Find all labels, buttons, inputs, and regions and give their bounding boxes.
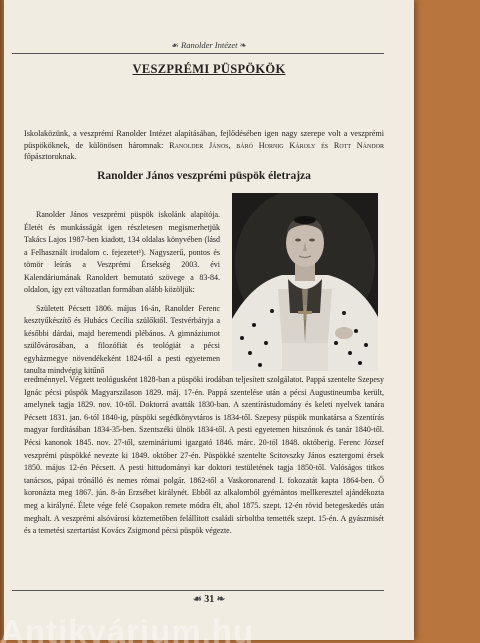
- biography-top: [24, 209, 220, 384]
- page-number-value: 31: [204, 594, 215, 605]
- ornament-left-icon: ☙: [171, 40, 179, 50]
- ornament-left-icon: ☙: [192, 594, 202, 605]
- running-header: [4, 40, 414, 51]
- page-number: [4, 594, 414, 605]
- paragraph: Született Pécsett 1806. május 16-án, Ranolder Ferenc kesztyűkészítő és Hubács Cecília szülőktől. Testvérbátyja a későbbi dárdai, majd beremendi plébános. A gimnáziumot szülővárosában, a filozófiát és teológiát a pécsi egyházmegye növendékeként 1824-től a pesti egyetemen tanulta mindvégig kitűnő: [24, 303, 220, 375]
- biography-continued: [24, 374, 384, 538]
- header-rule: [12, 53, 384, 54]
- intro-names: Ranolder János, báró Hornig Károly és Rott Nándor: [169, 140, 384, 150]
- page-title: VESZPRÉMI PÜSPÖKÖK: [132, 62, 286, 76]
- ornament-right-icon: ❧: [239, 40, 247, 50]
- running-title: Ranolder Intézet: [181, 40, 238, 50]
- paragraph: Ranolder János veszprémi püspök iskolánk alapítója. Életét és munkásságát igen részletesen megismerhetjük Takács Lajos 1987-ben kiadott, 134 oldalas könyvében (lásd a Felhasznált irodalom c. fejezetet¹). Nagyszerű, pontos és tömör leírás a Veszprémi Érsekség 2003. évi Kalendáriumának Ranoldert bemutató szövege a 83-84. oldalon, így ezt változatlan formában alább közöljük:: [24, 210, 220, 294]
- portrait-image: [232, 193, 378, 371]
- footer-rule: [12, 590, 384, 591]
- intro-text-2: főpásztoroknak.: [24, 152, 77, 161]
- book-page: [4, 0, 414, 640]
- intro-text-1: Iskolaközünk, a veszprémi Ranolder Intézet alapításában, fejlődésében igen nagy szerepe volt a veszprémi püspököknek, de különösen háromnak:: [24, 129, 384, 150]
- watermark: Antikvárium.hu: [0, 613, 255, 643]
- intro-paragraph: [24, 128, 384, 163]
- paragraph: eredménnyel. Végzett teológusként 1828-ban a püspöki irodában teljesített szolgálatot. Pappá szentelte Szepesy Ignác pécsi püspök Magyarszilason 1829. máj. 17-én. Pappá szentelése után a pécsi Augustineumba került, amelynek tagja 1829. nov. 10-től. Doktorrá avatták 1830-ban. A szentírástudomány és keleti nyelvek tanára Pécsett 1831. jan. 6-tól 1840-ig, püspöki segédkönyvtáros is 1834-től. Szepesy püspök munkatársa a Szentírás magyar fordításában 1834-35-ben. Szentszéki ülnök 1834-től. A pesti egyetemen hitszónok és tanár 1840-től. Pécsi kanonok 1845. nov. 27-től, szemináriumi igazgató 1846. márc. 20-tól 1848. októberig. Ferenc József veszprémi püspökké nevezte ki 1849. október 27-én. Püspökké szentelte Scitovszky János esztergomi érsek 1850. május 12-én Pécsett. A pesti hittudományi kar doktori testületének tagja 1850-től. Valóságos titkos tanácsos, pápai trónálló és nemes római polgár. 1862-től a Vaskoronarend I. fokozatát kapta 1864-ben. Ő koronázta meg 1867. jún. 8-án Erzsébet királynét. Ebből az alkalomból gyémántos mellkeresztel ajándékozta meg a királyné. Élete vége felé Csopakon remete módra élt, ahol 1875. szept. 12-én rövid betegeskedés után meghalt. A veszprémi alsóvárosi köztemetőben felállított családi sírboltba temették szept. 15-én. A gyászmisét és a temetési szertartást Kovács Zsigmond pécsi püspök végezte.: [24, 375, 384, 536]
- ornament-right-icon: ❧: [216, 594, 226, 605]
- section-subtitle: Ranolder János veszprémi püspök életrajza: [97, 170, 311, 182]
